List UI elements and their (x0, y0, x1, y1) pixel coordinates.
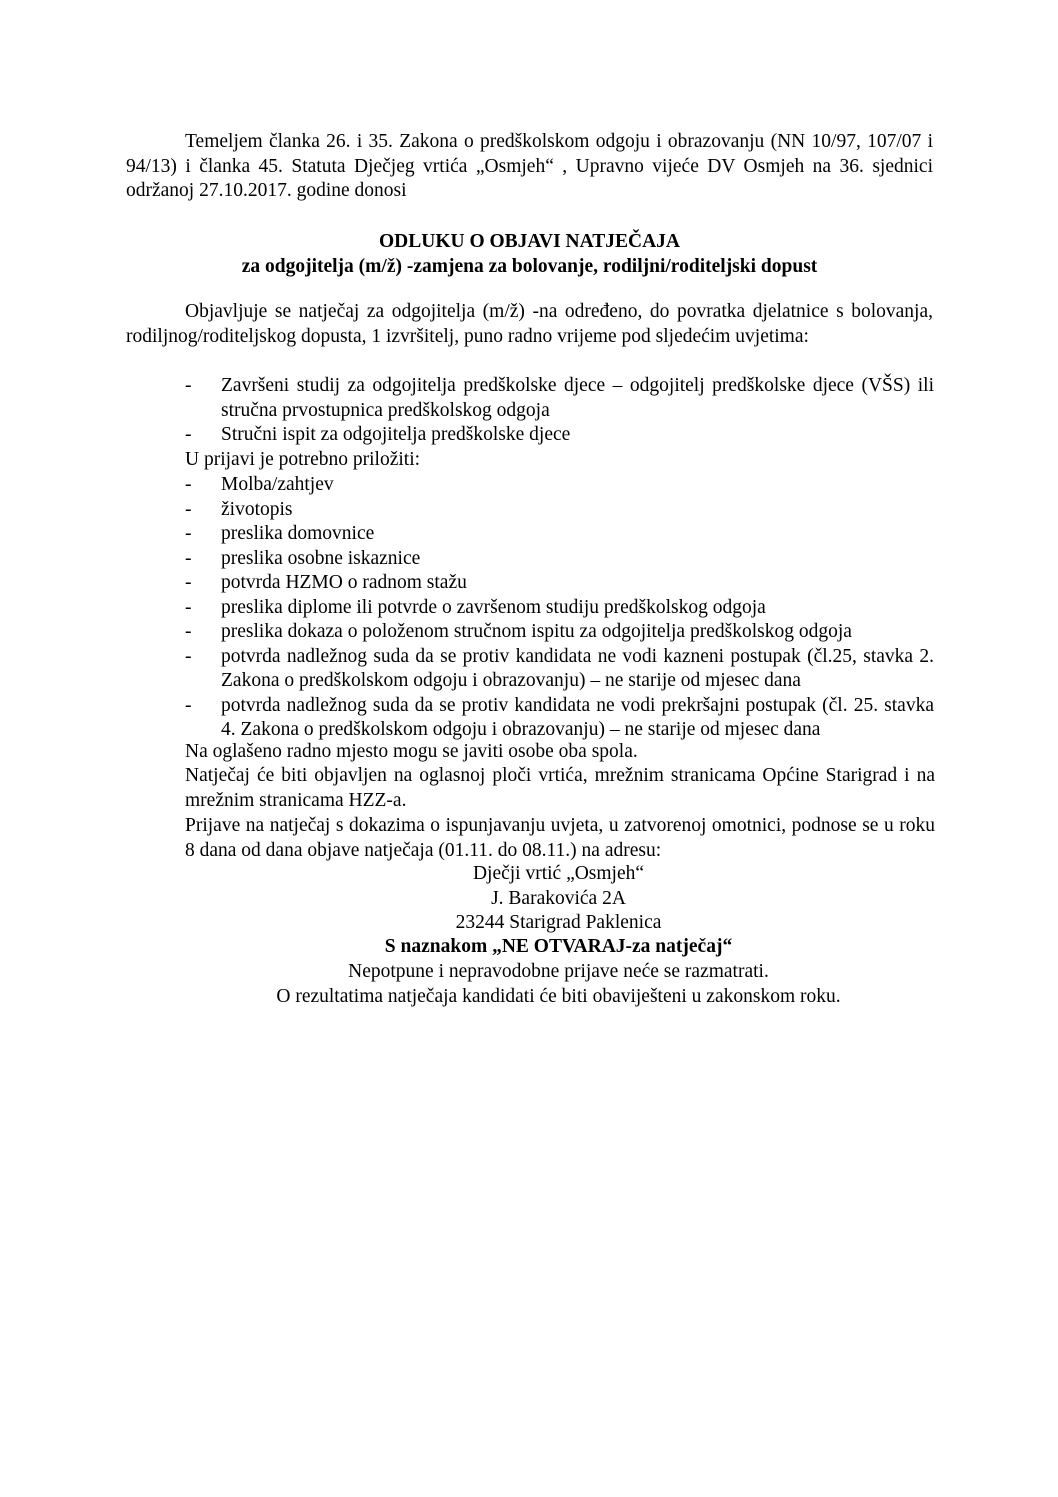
list-dash: - (185, 572, 192, 593)
attachments-list (184, 473, 934, 743)
address-name: Dječji vrtić „Osmjeh“ (472, 863, 645, 884)
list-dash: - (185, 645, 192, 667)
list-item (184, 596, 934, 621)
list-dash: - (185, 523, 192, 544)
requirement-text: Završeni studij za odgojitelja predškolske djece – odgojitelj predškolske djece (VŠS) ili stručna prvostupnica predškolskog odgoja (221, 375, 934, 421)
envelope-marking: S naznakom „NE OTVARAJ-za natječaj“ (384, 936, 733, 957)
list-dash: - (185, 621, 192, 642)
document-subtitle: za odgojitelja (m/ž) -zamjena za bolovanje, rodiljni/roditeljski dopust (241, 256, 818, 277)
attachment-text: preslika domovnice (221, 523, 375, 544)
list-item (184, 498, 934, 523)
announcement-paragraph: Objavljuje se natječaj za odgojitelja (m/ž) -na određeno, do povratka djelatnice s bolovanja, rodiljnog/roditeljskog dopusta, 1 izvršitelj, puno radno vrijeme pod sljedećim uvjetima: (126, 301, 933, 347)
list-item (184, 620, 934, 645)
address-city: 23244 Starigrad Paklenica (455, 912, 662, 933)
attachment-text: potvrda nadležnog suda da se protiv kandidata ne vodi kazneni postupak (čl.25, stavka 2. Zakona o predškolskom odgoju i obrazovanju) – ne starije od mjesec dana (221, 645, 934, 691)
list-item (184, 423, 934, 448)
intro-paragraph: Temeljem članka 26. i 35. Zakona o predškolskom odgoju i obrazovanju (NN 10/97, 107/07 i 94/13) i članka 45. Statuta Dječjeg vrtića „Osmjeh“ , Upravno vijeće DV Osmjeh na 36. sjednici održanoj 27.10.2017. godine donosi (126, 131, 933, 201)
attachment-text: životopis (221, 498, 293, 520)
list-item (184, 571, 934, 596)
list-item (184, 694, 934, 743)
list-item (184, 645, 934, 694)
list-item (184, 547, 934, 572)
attachment-text: preslika dokaza o položenom stručnom ispitu za odgojitelja predškolskog odgoja (221, 621, 852, 642)
list-dash: - (185, 375, 192, 396)
attachments-intro: U prijavi je potrebno priložiti: (185, 449, 421, 470)
closing-note-2: O rezultatima natječaja kandidati će biti obaviješteni u zakonskom roku. (276, 986, 841, 1007)
attachment-text: preslika diplome ili potvrde o završenom studiju predškolskog odgoja (221, 596, 766, 618)
list-dash: - (185, 547, 192, 569)
requirement-text: Stručni ispit za odgojitelja predškolske djece (221, 424, 571, 445)
list-dash: - (185, 424, 192, 445)
closing-note-1: Nepotpune i nepravodobne prijave neće se razmatrati. (348, 961, 769, 982)
apply-note: Prijave na natječaj s dokazima o ispunjavanju uvjeta, u zatvorenoj omotnici, podnose se u roku 8 dana od dana objave natječaja (01.11. do 08.11.) na adresu: (185, 815, 935, 861)
attachment-text: potvrda nadležnog suda da se protiv kandidata ne vodi prekršajni postupak (čl. 25. stavka 4. Zakona o predškolskom odgoju i obrazovanju) – ne starije od mjesec dana (221, 694, 934, 740)
gender-note: Na oglašeno radno mjesto mogu se javiti osobe oba spola. (185, 741, 638, 762)
requirements-list (184, 374, 934, 448)
list-dash: - (185, 596, 192, 618)
list-dash: - (185, 694, 192, 716)
attachment-text: Molba/zahtjev (221, 474, 334, 495)
attachment-text: potvrda HZMO o radnom stažu (221, 572, 467, 593)
publish-note: Natječaj će biti objavljen na oglasnoj ploči vrtića, mrežnim stranicama Općine Starigrad i na mrežnim stranicama HZZ-a. (185, 765, 935, 811)
list-item (184, 374, 934, 423)
list-item (184, 473, 934, 498)
list-dash: - (185, 474, 192, 495)
list-item (184, 522, 934, 547)
attachment-text: preslika osobne iskaznice (221, 547, 421, 569)
document-title: ODLUKU O OBJAVI NATJEČAJA (378, 231, 681, 252)
address-street: J. Barakovića 2A (491, 888, 626, 909)
list-dash: - (185, 498, 192, 520)
